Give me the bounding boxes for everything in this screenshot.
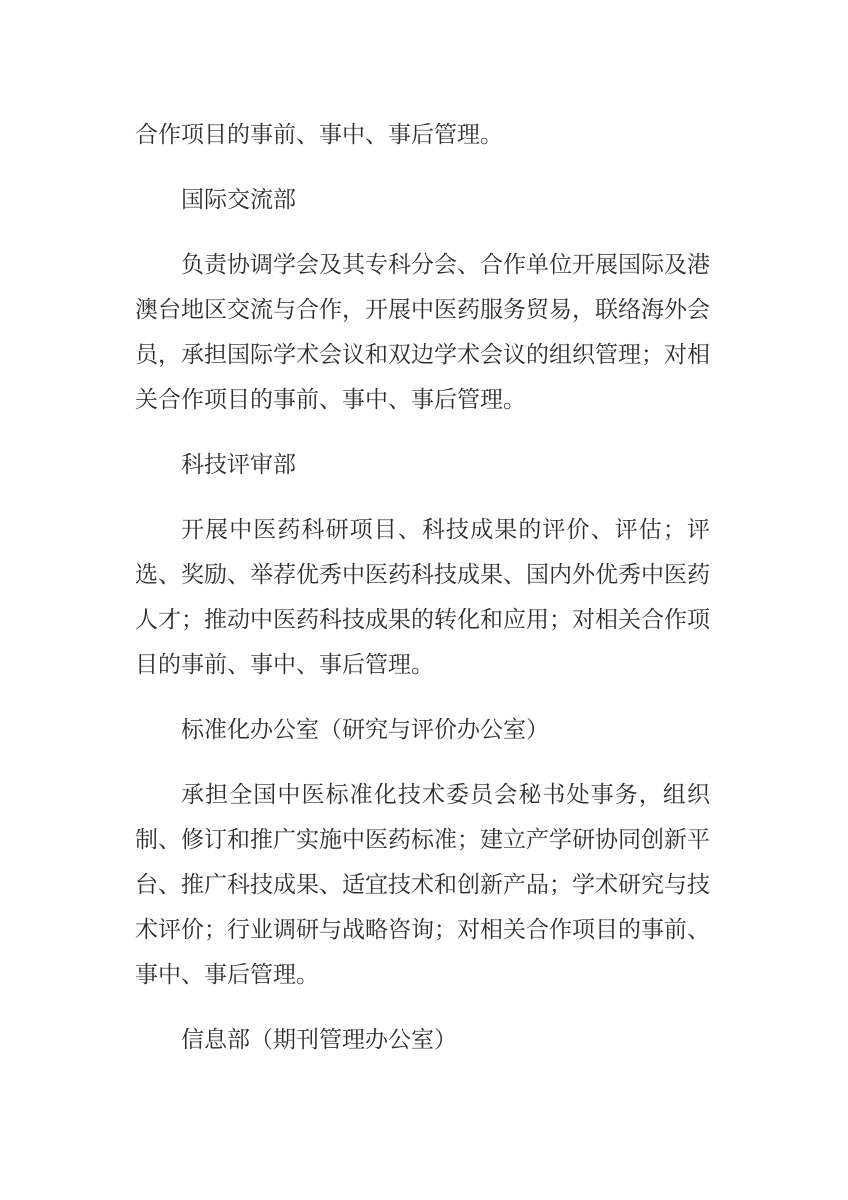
- heading-standardization-office: 标准化办公室（研究与评价办公室）: [181, 717, 549, 742]
- paragraph-continuation-management: 合作项目的事前、事中、事后管理。: [135, 122, 503, 147]
- heading-science-tech-review-dept: 科技评审部: [181, 452, 296, 477]
- heading-international-exchange-dept: 国际交流部: [181, 187, 296, 212]
- paragraph-science-tech-review-duties: 开展中医药科研项目、科技成果的评价、评估；评选、奖励、举荐优秀中医药科技成果、国内外优秀中医药人才；推动中医药科技成果的转化和应用；对相关合作项目的事前、事中、事后管理。: [135, 517, 710, 677]
- heading-information-dept: 信息部（期刊管理办公室）: [181, 1027, 457, 1052]
- paragraph-international-exchange-duties: 负责协调学会及其专科分会、合作单位开展国际及港澳台地区交流与合作，开展中医药服务贸易，联络海外会员，承担国际学术会议和双边学术会议的组织管理；对相关合作项目的事前、事中、事后管理。: [135, 252, 710, 412]
- paragraph-standardization-duties: 承担全国中医标准化技术委员会秘书处事务，组织制、修订和推广实施中医药标准；建立产学研协同创新平台、推广科技成果、适宜技术和创新产品；学术研究与技术评价；行业调研与战略咨询；对相关合作项目的事前、事中、事后管理。: [135, 782, 710, 987]
